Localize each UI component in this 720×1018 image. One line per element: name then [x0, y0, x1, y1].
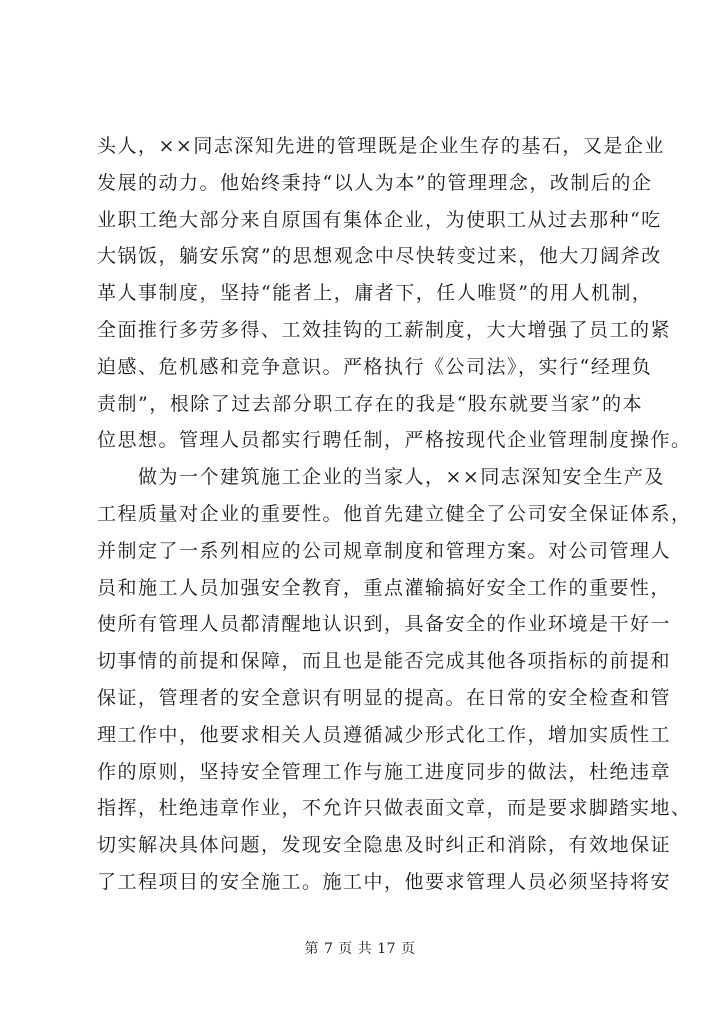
- text-line: 保证，管理者的安全意识有明显的提高。在日常的安全检查和管: [97, 686, 672, 709]
- text-line: 做为一个建筑施工企业的当家人，××同志深知安全生产及: [97, 466, 665, 489]
- text-line: 理工作中，他要求相关人员遵循减少形式化工作，增加实质性工: [97, 723, 672, 746]
- text-line: 员和施工人员加强安全教育，重点灌输搞好安全工作的重要性，: [97, 576, 672, 599]
- text-line: 迫感、危机感和竞争意识。严格执行《公司法》，实行“经理负: [97, 355, 653, 378]
- text-line: 作的原则，坚持安全管理工作与施工进度同步的做法，杜绝违章: [97, 760, 672, 783]
- text-line: 业职工绝大部分来自原国有集体企业，为使职工从过去那种“吃: [97, 208, 662, 231]
- text-line: 全面推行多劳多得、工效挂钩的工薪制度，大大增强了员工的紧: [97, 318, 672, 341]
- text-line: 革人事制度，坚持“能者上，庸者下，任人唯贤”的用人机制，: [97, 282, 653, 305]
- text-line: 发展的动力。他始终秉持“以人为本”的管理理念，改制后的企: [97, 171, 653, 194]
- text-line: 并制定了一系列相应的公司规章制度和管理方案。对公司管理人: [97, 539, 672, 562]
- text-line: 使所有管理人员都清醒地认识到，具备安全的作业环境是干好一: [97, 613, 672, 636]
- text-line: 大锅饭，躺安乐窝”的思想观念中尽快转变过来，他大刀阔斧改: [97, 245, 662, 268]
- text-line: 了工程项目的安全施工。施工中，他要求管理人员必须坚持将安: [97, 870, 672, 893]
- text-line: 位思想。管理人员都实行聘任制，严格按现代企业管理制度操作。: [97, 429, 692, 452]
- body-text: [97, 128, 692, 901]
- text-line: 切实解决具体问题，发现安全隐患及时纠正和消除，有效地保证: [97, 834, 672, 857]
- text-line: 切事情的前提和保障，而且也是能否完成其他各项指标的前提和: [97, 650, 672, 673]
- text-line: 指挥，杜绝违章作业，不允许只做表面文章，而是要求脚踏实地、: [97, 797, 692, 820]
- text-line: 头人，××同志深知先进的管理既是企业生存的基石，又是企业: [97, 135, 665, 157]
- text-line: 工程质量对企业的重要性。他首先建立健全了公司安全保证体系，: [97, 502, 692, 525]
- text-line: 责制”，根除了过去部分职工存在的我是“股东就要当家”的本: [97, 392, 644, 415]
- page-number-footer: 第 7 页 共 17 页: [304, 941, 416, 957]
